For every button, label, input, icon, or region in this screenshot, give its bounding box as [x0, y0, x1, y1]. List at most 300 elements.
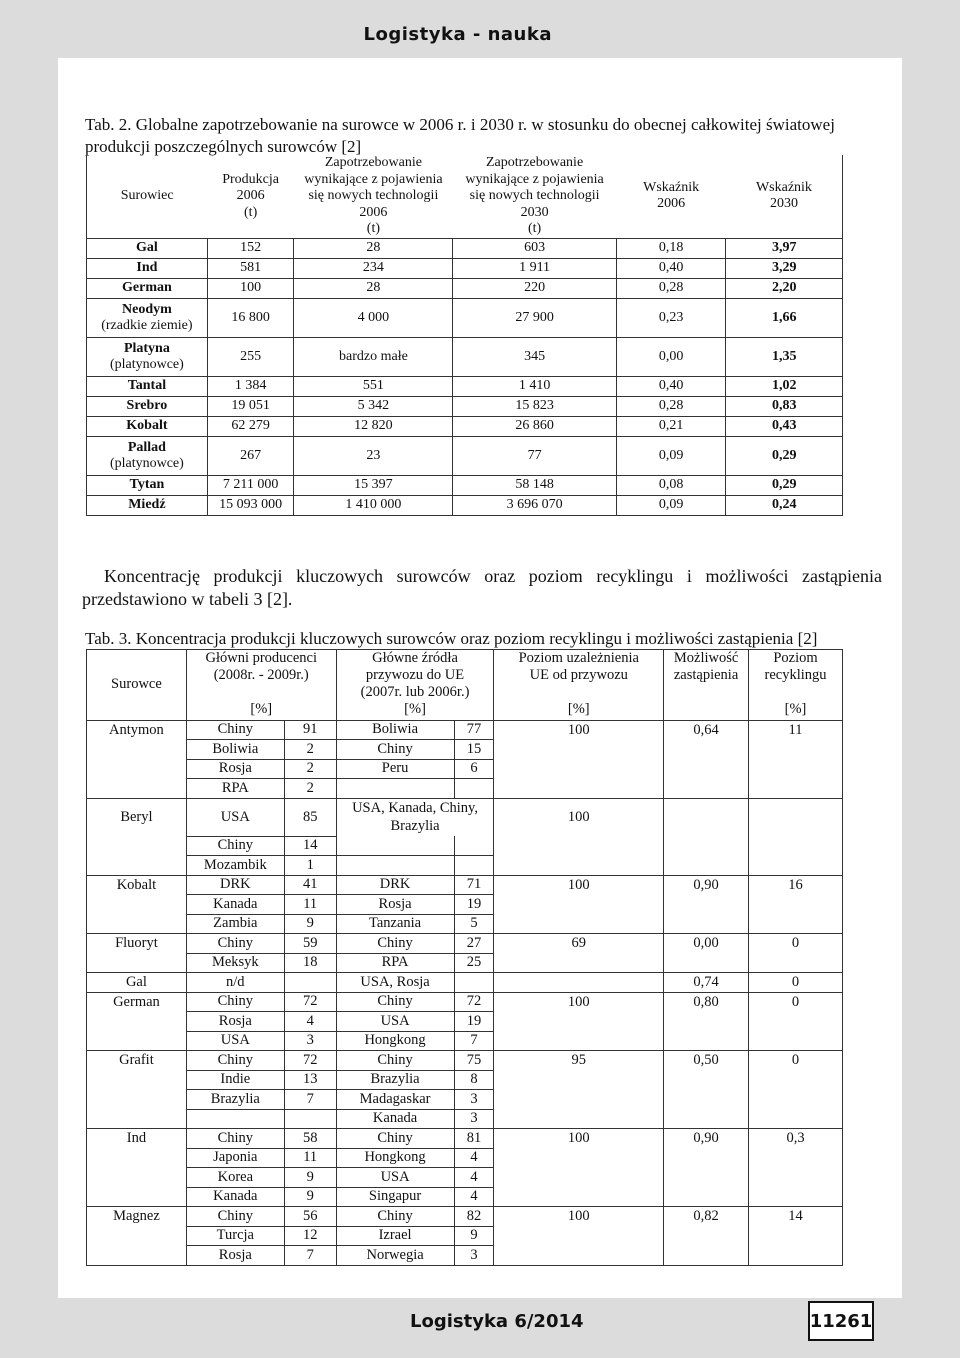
t3-cell-zastapienie — [664, 1168, 749, 1188]
t2-cell-zap2030: 15 823 — [453, 396, 616, 416]
t3-row — [87, 895, 843, 915]
t3-cell-recykling — [749, 856, 843, 876]
t3-cell-surowce — [87, 1090, 187, 1110]
t3-cell-surowce: German — [87, 992, 187, 1012]
t3-cell-zrodlo-pct: 3 — [454, 1246, 494, 1266]
t3-cell-uzaleznienie: 100 — [494, 720, 664, 740]
t3-cell-zrodlo-pct: 19 — [454, 1012, 494, 1032]
t2-cell-surowiec: Platyna (platynowce) — [87, 337, 208, 376]
t2-cell-surowiec: Miedź — [87, 495, 208, 515]
t3-cell-zrodlo: Chiny — [336, 934, 454, 954]
t2-cell-surowiec: Pallad (platynowce) — [87, 436, 208, 475]
t3-row — [87, 1226, 843, 1246]
t3-cell-zrodlo: Kanada — [336, 1109, 454, 1129]
t2-cell-zap2006: 5 342 — [294, 396, 453, 416]
t3-cell-zrodlo-pct — [454, 779, 494, 799]
t3-cell-producent: Indie — [186, 1070, 284, 1090]
t3-cell-producent: Chiny — [186, 1129, 284, 1149]
t3-cell-zastapienie — [664, 740, 749, 760]
t3-row — [87, 720, 843, 740]
t3-row — [87, 1031, 843, 1051]
t3-cell-zrodlo: Chiny — [336, 1207, 454, 1227]
t3-cell-recykling — [749, 759, 843, 779]
t3-cell-surowce — [87, 1168, 187, 1188]
t3-cell-uzaleznienie: 100 — [494, 798, 664, 836]
t3-cell-recykling — [749, 914, 843, 934]
table3-caption: Tab. 3. Koncentracja produkcji kluczowych surowców oraz poziom recyklingu i możliwości zastąpienia [2] — [85, 629, 818, 648]
table2 — [86, 155, 843, 516]
t3-cell-producent: Brazylia — [186, 1090, 284, 1110]
t3-unit-recykling: [%] — [749, 701, 843, 720]
t2-cell-wsk2030: 0,29 — [726, 436, 843, 475]
t3-cell-zrodlo: Norwegia — [336, 1246, 454, 1266]
t3-cell-producent: Chiny — [186, 1051, 284, 1071]
t2-cell-wsk2006: 0,28 — [616, 278, 726, 298]
t3-cell-surowce — [87, 1148, 187, 1168]
t3-cell-zrodlo: Chiny — [336, 1051, 454, 1071]
t3-cell-producent-pct: 2 — [284, 759, 336, 779]
t3-cell-surowce — [87, 836, 187, 856]
t3-cell-zrodlo-pct: 3 — [454, 1090, 494, 1110]
t3-cell-uzaleznienie — [494, 836, 664, 856]
t3-cell-producent: Kanada — [186, 895, 284, 915]
t2-cell-wsk2006: 0,23 — [616, 298, 726, 337]
t3-cell-surowce: Beryl — [87, 798, 187, 836]
t3-cell-uzaleznienie — [494, 1168, 664, 1188]
t3-cell-zrodlo-pct: 3 — [454, 1109, 494, 1129]
t3-cell-uzaleznienie — [494, 1226, 664, 1246]
t3-cell-recykling: 0 — [749, 973, 843, 993]
t3-cell-recykling — [749, 1012, 843, 1032]
t3-cell-producent: RPA — [186, 779, 284, 799]
t3-row — [87, 973, 843, 993]
t3-header-surowce: Surowce — [87, 650, 187, 721]
t3-cell-uzaleznienie — [494, 895, 664, 915]
t3-unit-zrodla: [%] — [336, 701, 494, 720]
t3-cell-zrodlo: Peru — [336, 759, 454, 779]
t3-cell-zrodlo-pct: 4 — [454, 1148, 494, 1168]
t3-cell-zastapienie: 0,90 — [664, 1129, 749, 1149]
t3-cell-recykling — [749, 836, 843, 856]
t2-cell-surowiec: Kobalt — [87, 416, 208, 436]
t3-cell-zrodlo — [336, 856, 454, 876]
t2-row — [87, 278, 843, 298]
t3-row — [87, 1070, 843, 1090]
t3-row — [87, 779, 843, 799]
t3-cell-surowce: Antymon — [87, 720, 187, 740]
t3-cell-zrodlo: Madagaskar — [336, 1090, 454, 1110]
t3-cell-recykling: 11 — [749, 720, 843, 740]
t2-cell-zap2006: 1 410 000 — [294, 495, 453, 515]
t3-cell-zastapienie — [664, 1246, 749, 1266]
t3-cell-zrodlo-pct: 75 — [454, 1051, 494, 1071]
t2-cell-zap2030: 27 900 — [453, 298, 616, 337]
t3-cell-producent: Zambia — [186, 914, 284, 934]
t3-cell-surowce: Magnez — [87, 1207, 187, 1227]
t3-cell-uzaleznienie — [494, 914, 664, 934]
t2-cell-wsk2030: 2,20 — [726, 278, 843, 298]
t2-row — [87, 258, 843, 278]
t3-cell-zastapienie — [664, 856, 749, 876]
t3-cell-uzaleznienie: 100 — [494, 1129, 664, 1149]
t3-cell-zrodlo: Hongkong — [336, 1031, 454, 1051]
t2-cell-wsk2030: 0,24 — [726, 495, 843, 515]
t2-cell-surowiec: Tytan — [87, 475, 208, 495]
t3-cell-zrodlo: USA, Rosja — [336, 973, 454, 993]
t3-cell-recykling: 16 — [749, 875, 843, 895]
t2-header-produkcja: Produkcja 2006 (t) — [207, 155, 294, 238]
t3-cell-recykling — [749, 740, 843, 760]
page-number: 11261 — [808, 1301, 874, 1341]
t3-cell-zrodlo-pct: 8 — [454, 1070, 494, 1090]
t3-header-zrodla: Główne źródła przywozu do UE (2007r. lub 2006r.) — [336, 650, 494, 702]
t3-cell-uzaleznienie: 100 — [494, 1207, 664, 1227]
t3-cell-producent — [186, 1109, 284, 1129]
t3-cell-producent: Turcja — [186, 1226, 284, 1246]
t2-cell-wsk2030: 1,35 — [726, 337, 843, 376]
t3-cell-zastapienie — [664, 953, 749, 973]
t3-cell-zastapienie — [664, 1012, 749, 1032]
t2-cell-zap2006: 15 397 — [294, 475, 453, 495]
t3-cell-uzaleznienie — [494, 740, 664, 760]
t3-cell-uzaleznienie — [494, 1109, 664, 1129]
t3-cell-surowce — [87, 1012, 187, 1032]
t3-header-uzaleznienie: Poziom uzależnienia UE od przywozu — [494, 650, 664, 702]
t3-cell-zrodlo-pct: 7 — [454, 1031, 494, 1051]
t3-cell-uzaleznienie: 95 — [494, 1051, 664, 1071]
t3-cell-producent: Chiny — [186, 992, 284, 1012]
t3-cell-uzaleznienie — [494, 779, 664, 799]
t2-cell-zap2030: 77 — [453, 436, 616, 475]
t3-cell-zrodlo: Chiny — [336, 1129, 454, 1149]
t2-cell-zap2030: 220 — [453, 278, 616, 298]
t2-cell-zap2006: 23 — [294, 436, 453, 475]
t2-cell-zap2030: 3 696 070 — [453, 495, 616, 515]
t3-cell-uzaleznienie — [494, 1031, 664, 1051]
t3-row — [87, 1148, 843, 1168]
t3-cell-producent: Rosja — [186, 1012, 284, 1032]
t3-cell-zrodlo: DRK — [336, 875, 454, 895]
t3-cell-uzaleznienie — [494, 1012, 664, 1032]
t3-cell-producent-pct: 11 — [284, 895, 336, 915]
t2-cell-wsk2006: 0,18 — [616, 238, 726, 258]
t3-cell-zrodlo: Singapur — [336, 1187, 454, 1207]
t2-cell-wsk2030: 3,97 — [726, 238, 843, 258]
t3-row — [87, 934, 843, 954]
t3-cell-surowce — [87, 895, 187, 915]
t2-cell-zap2030: 603 — [453, 238, 616, 258]
t3-cell-uzaleznienie — [494, 1090, 664, 1110]
t2-cell-zap2006: 28 — [294, 238, 453, 258]
t3-cell-producent: USA — [186, 798, 284, 836]
t3-header-producenci: Główni producenci (2008r. - 2009r.) — [186, 650, 336, 702]
t3-cell-producent-pct: 91 — [284, 720, 336, 740]
t3-cell-producent: Chiny — [186, 934, 284, 954]
t2-header-zap2030: Zapotrzebowanie wynikające z pojawienia się nowych technologii 2030 (t) — [453, 155, 616, 238]
t3-cell-zrodlo: RPA — [336, 953, 454, 973]
t2-cell-zap2006: 234 — [294, 258, 453, 278]
t3-cell-zrodlo-pct: 15 — [454, 740, 494, 760]
t3-cell-recykling — [749, 1031, 843, 1051]
t3-cell-recykling — [749, 1109, 843, 1129]
t3-cell-zrodlo: Tanzania — [336, 914, 454, 934]
t3-cell-producent-pct: 12 — [284, 1226, 336, 1246]
t3-cell-zastapienie — [664, 1090, 749, 1110]
t2-cell-wsk2030: 0,43 — [726, 416, 843, 436]
t3-cell-recykling — [749, 1070, 843, 1090]
t2-row — [87, 396, 843, 416]
t3-cell-uzaleznienie — [494, 1148, 664, 1168]
running-footer: Logistyka 6/2014 — [410, 1311, 584, 1332]
t3-cell-producent-pct: 4 — [284, 1012, 336, 1032]
t3-cell-zrodlo: Hongkong — [336, 1148, 454, 1168]
t2-cell-zap2006: 12 820 — [294, 416, 453, 436]
t2-cell-wsk2006: 0,09 — [616, 436, 726, 475]
t3-cell-zastapienie: 0,00 — [664, 934, 749, 954]
t3-row — [87, 759, 843, 779]
t2-cell-surowiec: Srebro — [87, 396, 208, 416]
t3-cell-recykling — [749, 1148, 843, 1168]
t3-cell-zastapienie — [664, 798, 749, 836]
t3-cell-zrodlo-pct — [454, 973, 494, 993]
t3-row — [87, 798, 843, 836]
t2-cell-wsk2006: 0,40 — [616, 376, 726, 396]
t3-cell-zastapienie — [664, 1070, 749, 1090]
t3-row — [87, 1012, 843, 1032]
t3-cell-producent: Kanada — [186, 1187, 284, 1207]
t2-cell-produkcja: 16 800 — [207, 298, 294, 337]
t3-row — [87, 1109, 843, 1129]
t2-row — [87, 238, 843, 258]
t2-cell-surowiec: Gal — [87, 238, 208, 258]
t3-cell-zastapienie — [664, 779, 749, 799]
t2-cell-zap2006: 28 — [294, 278, 453, 298]
t3-cell-zrodlo: Izrael — [336, 1226, 454, 1246]
t3-cell-zrodlo: Boliwia — [336, 720, 454, 740]
t3-cell-producent-pct: 2 — [284, 779, 336, 799]
t3-cell-zastapienie: 0,50 — [664, 1051, 749, 1071]
t3-row — [87, 1187, 843, 1207]
t3-cell-zastapienie — [664, 914, 749, 934]
t2-cell-wsk2030: 0,29 — [726, 475, 843, 495]
t3-cell-zrodlo — [336, 779, 454, 799]
t2-cell-wsk2006: 0,00 — [616, 337, 726, 376]
t2-row — [87, 436, 843, 475]
t2-header-surowiec: Surowiec — [87, 155, 208, 238]
t2-row — [87, 376, 843, 396]
t2-cell-zap2030: 26 860 — [453, 416, 616, 436]
t2-cell-wsk2006: 0,08 — [616, 475, 726, 495]
t2-cell-produkcja: 15 093 000 — [207, 495, 294, 515]
t3-cell-zastapienie — [664, 759, 749, 779]
t3-cell-zrodlo-pct: 77 — [454, 720, 494, 740]
t3-cell-uzaleznienie: 69 — [494, 934, 664, 954]
t3-row — [87, 1090, 843, 1110]
t2-cell-wsk2030: 1,66 — [726, 298, 843, 337]
t3-cell-surowce: Fluoryt — [87, 934, 187, 954]
t3-cell-uzaleznienie — [494, 1187, 664, 1207]
t2-cell-surowiec: German — [87, 278, 208, 298]
t2-cell-zap2006: 4 000 — [294, 298, 453, 337]
t3-cell-zrodlo: Chiny — [336, 740, 454, 760]
t3-cell-uzaleznienie — [494, 1070, 664, 1090]
t3-cell-recykling: 0 — [749, 1051, 843, 1071]
t2-cell-wsk2030: 0,83 — [726, 396, 843, 416]
body-paragraph: Koncentrację produkcji kluczowych surowców oraz poziom recyklingu i możliwości zastąpienia przedstawiono w tabeli 3 [2]. — [82, 566, 882, 609]
t2-cell-produkcja: 7 211 000 — [207, 475, 294, 495]
t3-cell-producent-pct: 9 — [284, 1168, 336, 1188]
t3-cell-recykling — [749, 1168, 843, 1188]
t3-cell-producent-pct: 2 — [284, 740, 336, 760]
t3-cell-surowce — [87, 856, 187, 876]
t3-cell-recykling — [749, 953, 843, 973]
t3-header-zastapienie: Możliwość zastąpienia — [664, 650, 749, 702]
t2-cell-zap2006: 551 — [294, 376, 453, 396]
t3-cell-surowce — [87, 953, 187, 973]
t3-cell-zrodlo-pct: 6 — [454, 759, 494, 779]
running-header: Logistyka - nauka — [363, 24, 552, 45]
t3-cell-producent: Chiny — [186, 720, 284, 740]
t3-cell-producent-pct: 72 — [284, 1051, 336, 1071]
t3-cell-producent: Rosja — [186, 1246, 284, 1266]
table2-caption: Tab. 2. Globalne zapotrzebowanie na surowce w 2006 r. i 2030 r. w stosunku do obecnej całkowitej światowej produkcji poszczególnych surowców [2] — [85, 115, 835, 156]
t3-cell-producent-pct: 59 — [284, 934, 336, 954]
t2-cell-produkcja: 152 — [207, 238, 294, 258]
t3-cell-recykling — [749, 1090, 843, 1110]
t3-row — [87, 1051, 843, 1071]
t2-row — [87, 337, 843, 376]
t3-cell-surowce: Gal — [87, 973, 187, 993]
table3 — [86, 649, 843, 1266]
t3-cell-zrodlo-pct: 5 — [454, 914, 494, 934]
t3-cell-zrodlo-pct: 4 — [454, 1187, 494, 1207]
t3-cell-recykling: 0,3 — [749, 1129, 843, 1149]
t3-cell-producent-pct: 9 — [284, 1187, 336, 1207]
t3-row — [87, 1129, 843, 1149]
t2-cell-zap2006: bardzo małe — [294, 337, 453, 376]
t3-cell-uzaleznienie — [494, 759, 664, 779]
t3-cell-producent-pct — [284, 1109, 336, 1129]
t2-row — [87, 495, 843, 515]
t3-cell-zastapienie: 0,74 — [664, 973, 749, 993]
t2-cell-zap2030: 58 148 — [453, 475, 616, 495]
t3-cell-zastapienie: 0,82 — [664, 1207, 749, 1227]
t2-cell-produkcja: 19 051 — [207, 396, 294, 416]
t3-row — [87, 1246, 843, 1266]
t3-cell-surowce — [87, 1109, 187, 1129]
t2-cell-wsk2030: 1,02 — [726, 376, 843, 396]
t3-cell-surowce — [87, 759, 187, 779]
t2-cell-produkcja: 581 — [207, 258, 294, 278]
t3-cell-surowce: Grafit — [87, 1051, 187, 1071]
t3-cell-zrodlo-pct: 72 — [454, 992, 494, 1012]
t3-cell-producent-pct: 3 — [284, 1031, 336, 1051]
t3-cell-zastapienie: 0,64 — [664, 720, 749, 740]
t3-cell-recykling — [749, 779, 843, 799]
t3-cell-zrodlo-pct: 81 — [454, 1129, 494, 1149]
t2-header-zap2006: Zapotrzebowanie wynikające z pojawienia się nowych technologii 2006 (t) — [294, 155, 453, 238]
t3-cell-surowce: Ind — [87, 1129, 187, 1149]
t3-cell-zrodlo: Brazylia — [336, 1070, 454, 1090]
t2-cell-produkcja: 100 — [207, 278, 294, 298]
t3-cell-surowce: Kobalt — [87, 875, 187, 895]
t3-cell-uzaleznienie: 100 — [494, 992, 664, 1012]
t3-cell-producent-pct: 58 — [284, 1129, 336, 1149]
t2-cell-wsk2006: 0,28 — [616, 396, 726, 416]
t3-cell-zrodlo — [336, 836, 454, 856]
t3-cell-uzaleznienie: 100 — [494, 875, 664, 895]
t2-cell-produkcja: 62 279 — [207, 416, 294, 436]
t3-cell-uzaleznienie — [494, 856, 664, 876]
t3-cell-recykling — [749, 798, 843, 836]
t3-cell-zastapienie — [664, 1187, 749, 1207]
t3-cell-zrodlo: USA, Kanada, Chiny, Brazylia — [336, 798, 494, 836]
t3-cell-zastapienie — [664, 1109, 749, 1129]
t3-cell-producent-pct: 41 — [284, 875, 336, 895]
t3-row — [87, 1168, 843, 1188]
t2-cell-zap2030: 1 911 — [453, 258, 616, 278]
t3-cell-recykling — [749, 1246, 843, 1266]
t3-cell-recykling: 0 — [749, 992, 843, 1012]
t3-cell-surowce — [87, 1226, 187, 1246]
t3-cell-zastapienie — [664, 895, 749, 915]
t3-cell-recykling — [749, 1187, 843, 1207]
t3-row — [87, 836, 843, 856]
t3-cell-producent-pct: 14 — [284, 836, 336, 856]
t3-row — [87, 740, 843, 760]
t3-cell-producent: Rosja — [186, 759, 284, 779]
t3-header-recykling: Poziom recyklingu — [749, 650, 843, 702]
t2-row — [87, 298, 843, 337]
t3-cell-zastapienie: 0,90 — [664, 875, 749, 895]
t3-cell-uzaleznienie — [494, 973, 664, 993]
t3-row — [87, 914, 843, 934]
t3-cell-surowce — [87, 1246, 187, 1266]
t2-row — [87, 475, 843, 495]
t3-cell-producent-pct: 18 — [284, 953, 336, 973]
t3-cell-surowce — [87, 1070, 187, 1090]
t3-cell-zrodlo-pct — [454, 856, 494, 876]
t3-cell-uzaleznienie — [494, 1246, 664, 1266]
t3-cell-producent: DRK — [186, 875, 284, 895]
t3-cell-producent: Mozambik — [186, 856, 284, 876]
t3-cell-zastapienie — [664, 1148, 749, 1168]
t3-cell-producent-pct: 7 — [284, 1246, 336, 1266]
t3-cell-zastapienie: 0,80 — [664, 992, 749, 1012]
t3-row — [87, 856, 843, 876]
t3-cell-zrodlo: Chiny — [336, 992, 454, 1012]
t3-cell-producent-pct: 13 — [284, 1070, 336, 1090]
t3-cell-zrodlo-pct: 71 — [454, 875, 494, 895]
t3-row — [87, 875, 843, 895]
t3-cell-producent-pct: 1 — [284, 856, 336, 876]
t3-cell-producent-pct: 9 — [284, 914, 336, 934]
t2-cell-wsk2006: 0,21 — [616, 416, 726, 436]
t3-cell-surowce — [87, 740, 187, 760]
t3-cell-zrodlo: USA — [336, 1168, 454, 1188]
t3-row — [87, 953, 843, 973]
t3-cell-zrodlo-pct: 25 — [454, 953, 494, 973]
t2-header-wsk2030: Wskaźnik 2030 — [726, 155, 843, 238]
t2-cell-surowiec: Tantal — [87, 376, 208, 396]
t3-cell-producent: Korea — [186, 1168, 284, 1188]
t2-cell-wsk2030: 3,29 — [726, 258, 843, 278]
t3-cell-zrodlo-pct: 4 — [454, 1168, 494, 1188]
t3-cell-zrodlo: USA — [336, 1012, 454, 1032]
t3-cell-zrodlo-pct: 19 — [454, 895, 494, 915]
t3-cell-producent: Boliwia — [186, 740, 284, 760]
t3-cell-zastapienie — [664, 1031, 749, 1051]
